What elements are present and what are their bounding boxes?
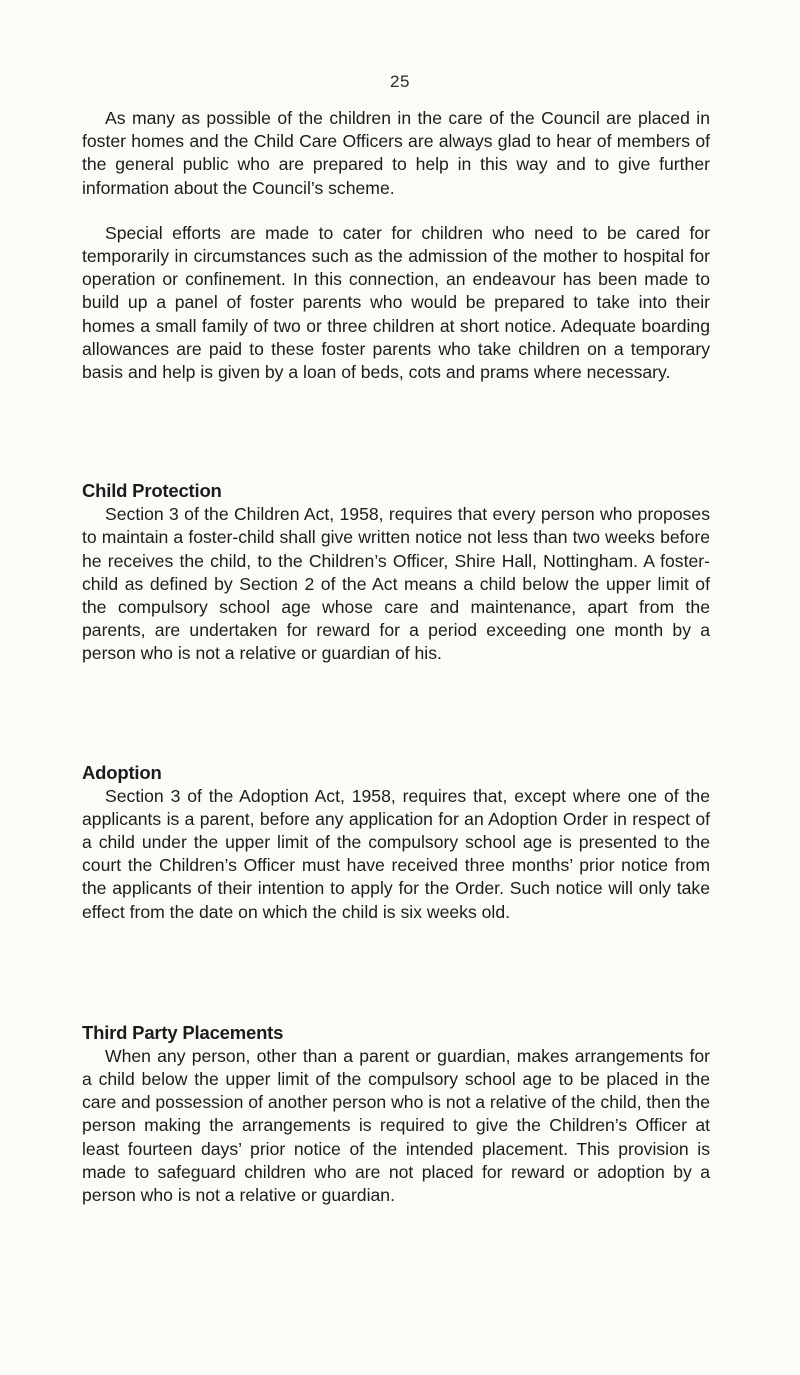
section-third-party-placements xyxy=(82,1021,710,1207)
intro-paragraph-temporary-care: Special efforts are made to cater for children who need to be cared for temporarily in circumstances such as the admission of the mother to hospital for operation or confinement. In this connection, an endeavour has been made to build up a panel of foster parents who would be prepared to take into their homes a small family of two or three children at short notice. Adequate boarding allowances are paid to these foster parents who take children on a temporary basis and help is given by a loan of beds, cots and prams where necessary. xyxy=(82,222,710,383)
section-paragraph: Section 3 of the Children Act, 1958, requires that every person who proposes to maintain a foster-child shall give written notice not less than two weeks before he receives the child, to the Children’s Officer, Shire Hall, Nottingham. A foster-child as defined by Section 2 of the Act means a child below the upper limit of the compulsory school age whose care and maintenance, apart from the parents, are undertaken for reward for a period exceeding one month by a person who is not a relative or guardian of his. xyxy=(82,504,710,664)
page-number: 25 xyxy=(390,72,410,91)
intro-paragraph-foster-homes: As many as possible of the children in the care of the Council are placed in foster homes and the Child Care Officers are always glad to hear of members of the general public who are prepared to help in this way and to give further information about the Council’s scheme. xyxy=(82,108,710,198)
section-child-protection xyxy=(82,479,710,665)
section-paragraph: Section 3 of the Adoption Act, 1958, requires that, except where one of the applicants is a parent, before any application for an Adoption Order in respect of a child under the upper limit of the compulsory school age is presented to the court the Children’s Officer must have received three months’ prior notice from the applicants of their intention to apply for the Order. Such notice will only take effect from the date on which the child is six weeks old. xyxy=(82,785,710,922)
section-paragraph: When any person, other than a parent or guardian, makes arrangements for a child below the upper limit of the compulsory school age to be placed in the care and possession of another person who is not a relative of the child, then the person making the arrangements is required to give the Children’s Officer at least fourteen days’ prior notice of the intended placement. This provision is made to safeguard children who are not placed for reward or adoption by a person who is not a relative or guardian. xyxy=(82,1045,710,1206)
section-heading: Adoption xyxy=(82,761,162,783)
section-heading: Third Party Placements xyxy=(82,1021,284,1043)
section-heading: Child Protection xyxy=(82,480,222,502)
section-adoption xyxy=(82,761,710,924)
document-body xyxy=(82,107,710,1207)
